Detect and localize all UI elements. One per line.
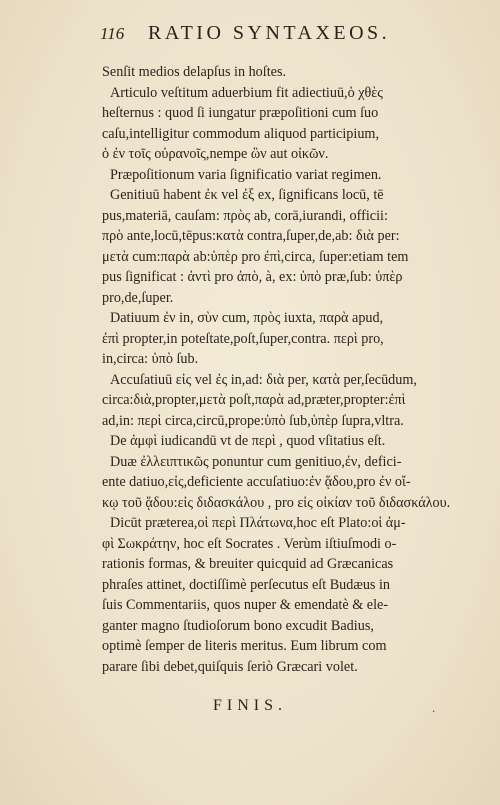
- text-line: rationis formas, & breuiter quicquid ad Græcanicas: [102, 556, 394, 572]
- text-line: Articulo veſtitum aduerbium fit adiectiuū,ὁ χθὲς: [110, 84, 383, 101]
- text-line: ſuis Commentariis, quos nuper & emendatè & ele-: [102, 597, 389, 613]
- text-line: Genitiuū habent ἐκ vel ἐξ ex, ſignificans locū, tē: [110, 187, 384, 203]
- text-line: circa:διὰ,propter,μετὰ poſt,παρὰ ad,præter,propter:ἐπὶ: [102, 392, 406, 408]
- text-line: ad,in: περὶ circa,circū,prope:ὑπὸ ſub,ὑπὲρ ſupra,vltra.: [102, 412, 404, 429]
- text-line: ente datiuo,εἰς,deficiente accuſatiuo:ἐν ᾅδου,pro ἐν οἴ-: [102, 474, 411, 490]
- text-line: parare ſibi debet,quiſquis ſeriò Græcari volet.: [102, 658, 358, 675]
- running-head: RATIO SYNTAXEOS.: [148, 22, 391, 44]
- text-line: κῳ τοῦ ᾅδου:εἰς διδασκάλου , pro εἰς οἰκίαν τοῦ διδασκάλου.: [102, 494, 451, 511]
- text-line: De ἀμφὶ iudicandū vt de περὶ , quod vſitatius eſt.: [110, 433, 386, 449]
- text-line: Accuſatiuū εἰς vel ἐς in,ad: διὰ per, κατὰ per,ſecūdum,: [110, 371, 417, 388]
- text-line: Datiuum ἐν in, σὺν cum, πρὸς iuxta, παρὰ apud,: [110, 310, 384, 326]
- text-line: pus,materiā, cauſam: πρὸς ab, corā,iurandi, officii:: [102, 207, 388, 224]
- text-line: μετὰ cum:παρὰ ab:ὑπὲρ pro ἐπὶ,circa, ſuper:etiam tem: [102, 248, 409, 265]
- text-line: phraſes attinet, doctiſſimè perſecutus eſt Budæus in: [102, 576, 391, 593]
- text-line: πρὸ ante,locū,tēpus:κατὰ contra,ſuper,de,ab: διὰ per:: [102, 228, 400, 244]
- body-text: [102, 62, 452, 677]
- text-line: optimè ſemper de literis meritus. Eum librum com: [102, 638, 387, 654]
- text-line: Dicūt præterea,οἱ περὶ Πλάτωνα,hoc eſt Plato:οἱ ἀμ-: [110, 515, 406, 531]
- text-line: heſternus : quod ſi iungatur præpoſitioni cum ſuo: [102, 105, 379, 121]
- text-line: φὶ Σωκράτην, hoc eſt Socrates . Verùm iſtiuſmodi o-: [102, 535, 397, 552]
- text-line: Duæ ἐλλειπτικῶς ponuntur cum genitiuo,ἐν, defici-: [110, 453, 402, 470]
- text-line: Senſit medios delapſus in hoſtes.: [102, 64, 287, 80]
- text-line: ἐπὶ propter,in poteſtate,poſt,ſuper,contra. περὶ pro,: [102, 330, 384, 347]
- text-line: Præpoſitionum varia ſignificatio variat regimen.: [110, 166, 382, 183]
- text-line: caſu,intelligitur commodum aliquod participium,: [102, 125, 379, 142]
- page-header: [100, 22, 430, 48]
- text-line: ὁ ἐν τοῖς οὐρανοῖς,nempe ὢν aut οἰκῶν.: [102, 146, 329, 162]
- text-line: in,circa: ὑπὸ ſub.: [102, 351, 199, 367]
- signature-mark: .: [432, 700, 436, 715]
- page-number: 116: [100, 24, 125, 43]
- text-line: pus ſignificat : ἀντὶ pro ἀπὸ, à, ex: ὑπὸ præ,ſub: ὑπὲρ: [102, 269, 403, 285]
- finis-heading: FINIS.: [212, 697, 287, 714]
- text-line: ganter magno ſtudioſorum bono excudit Badius,: [102, 617, 374, 634]
- text-line: pro,de,ſuper.: [102, 289, 174, 306]
